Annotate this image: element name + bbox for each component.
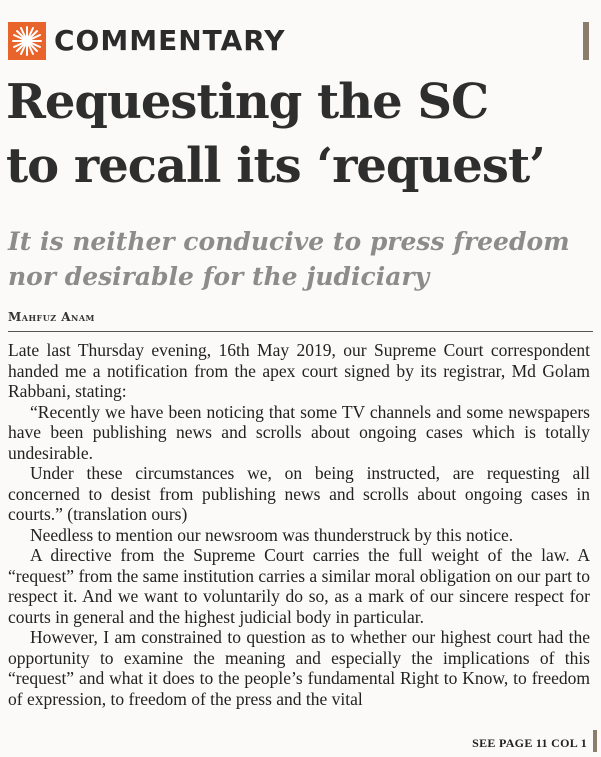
paragraph: “Recently we have been noticing that some TV channels and some newspapers have been publishing news and scrolls about ongoing cases which is totally undesirable. — [8, 401, 590, 463]
section-header — [8, 22, 593, 60]
subheadline-line-2: nor desirable for the judiciary — [8, 262, 430, 291]
headline-line-2: to recall its ‘request’ — [6, 138, 545, 194]
article-body — [8, 340, 590, 709]
headline-line-1: Requesting the SC — [6, 74, 489, 130]
paragraph: Under these circumstances we, on being instructed, are requesting all concerned to desist from publishing news and scrolls about ongoing cases in courts.” (translation ours) — [8, 463, 590, 524]
headline — [6, 70, 596, 198]
byline-rule — [8, 331, 593, 332]
paragraph: However, I am constrained to question as to whether our highest court had the opportunity to examine the meaning and especially the implications of this “request” and what it does to the people’s fundamental Right to Know, to freedom of expression, to freedom of the press and the vital — [8, 627, 590, 709]
section-label: COMMENTARY — [54, 24, 286, 57]
sunburst-icon — [8, 22, 46, 60]
continuation-note: SEE PAGE 11 COL 1 — [472, 736, 587, 750]
subheadline — [8, 224, 593, 294]
column-divider-bar — [593, 730, 597, 752]
paragraph: Needless to mention our newsroom was thunderstruck by this notice. — [30, 524, 514, 545]
byline: Mahfuz Anam — [8, 310, 95, 324]
subheadline-line-1: It is neither conducive to press freedom — [8, 227, 570, 256]
paragraph: A directive from the Supreme Court carries the full weight of the law. A “request” from the same institution carries a similar moral obligation on our part to respect it. And we want to voluntarily do so, as a mark of our sincere respect for courts in general and the highest judicial body in particular. — [8, 545, 590, 627]
paragraph: Late last Thursday evening, 16th May 2019, our Supreme Court correspondent handed me a notification from the apex court signed by its registrar, Md Golam Rabbani, stating: — [8, 340, 590, 401]
section-divider-bar — [583, 22, 589, 60]
